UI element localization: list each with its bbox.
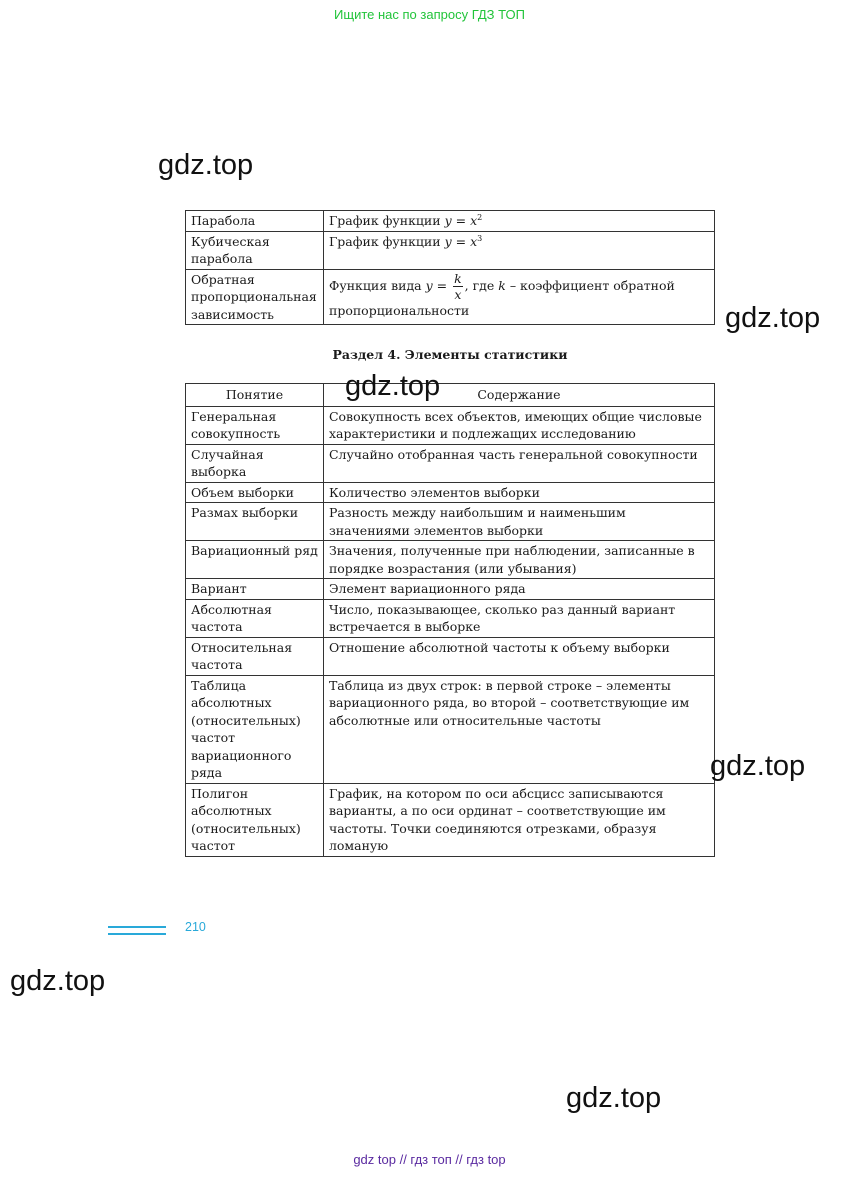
- definition-cell: Случайно отобранная часть генеральной совокупности: [323, 444, 714, 482]
- fraction-denominator: x: [454, 286, 462, 302]
- footer: gdz top // гдз топ // гдз top: [353, 1152, 506, 1167]
- term-cell: Обратная пропорциональная зависимость: [186, 269, 324, 325]
- formula: y = x: [444, 233, 478, 249]
- exponent: 2: [477, 212, 483, 222]
- term-cell: Таблица абсолютных (относительных) частот вариационного ряда: [186, 675, 324, 783]
- definition-cell: [323, 231, 714, 269]
- formula: y =: [425, 277, 448, 293]
- page-number: 210: [185, 920, 206, 934]
- definition-text: График функции: [328, 233, 441, 249]
- term-cell: Случайная выборка: [186, 444, 324, 482]
- exponent: 3: [477, 233, 483, 243]
- column-header: Содержание: [323, 384, 714, 407]
- statistics-table: [185, 383, 715, 857]
- definition-cell: Совокупность всех объектов, имеющих общие числовые характеристики и подлежащих исследованию: [323, 406, 714, 444]
- watermark: gdz.top: [345, 370, 441, 402]
- definition-cell: Элемент вариационного ряда: [323, 579, 714, 600]
- table-row: [186, 444, 715, 482]
- definition-cell: Число, показывающее, сколько раз данный вариант встречается в выборке: [323, 599, 714, 637]
- watermark: gdz.top: [725, 302, 821, 334]
- table-row: [186, 231, 715, 269]
- watermark: gdz.top: [566, 1082, 662, 1114]
- term-cell: Полигон абсолютных (относительных) частот: [186, 783, 324, 856]
- column-header: Понятие: [186, 384, 324, 407]
- table-row: [186, 482, 715, 503]
- table-row: [186, 269, 715, 325]
- table-header-row: [186, 384, 715, 407]
- top-banner: Ищите нас по запросу ГДЗ ТОП: [334, 7, 525, 22]
- table-row: [186, 211, 715, 232]
- fraction-numerator: k: [454, 270, 462, 286]
- definition-cell: Значения, полученные при наблюдении, записанные в порядке возрастания (или убывания): [323, 541, 714, 579]
- term-cell: Кубическая парабола: [186, 231, 324, 269]
- fraction: [453, 271, 463, 302]
- table-row: [186, 406, 715, 444]
- table-row: [186, 503, 715, 541]
- page-number-decoration: [108, 926, 166, 935]
- term-cell: Абсолютная частота: [186, 599, 324, 637]
- term-cell: Относительная частота: [186, 637, 324, 675]
- definition-text: График функции: [328, 213, 441, 228]
- definition-cell: Количество элементов выборки: [323, 482, 714, 503]
- definition-text: , где: [464, 277, 495, 293]
- functions-table: [185, 210, 715, 325]
- table-row: [186, 579, 715, 600]
- definition-cell: Разность между наибольшим и наименьшим значениями элементов выборки: [323, 503, 714, 541]
- watermark: gdz.top: [158, 149, 254, 181]
- section-title: Раздел 4. Элементы статистики: [332, 347, 568, 362]
- definition-cell: График, на котором по оси абсцисс записываются варианты, а по оси ординат – соответствующие им частоты. Точки соединяются отрезками, образуя ломаную: [323, 783, 714, 856]
- table-row: [186, 541, 715, 579]
- watermark: gdz.top: [710, 750, 806, 782]
- definition-cell: Отношение абсолютной частоты к объему выборки: [323, 637, 714, 675]
- term-cell: Вариант: [186, 579, 324, 600]
- definition-text: Функция вида: [328, 277, 422, 293]
- definition-cell: Таблица из двух строк: в первой строке – элементы вариационного ряда, во второй – соответствующие им абсолютные или относительные частоты: [323, 675, 714, 783]
- term-cell: Парабола: [186, 211, 324, 232]
- table-row: [186, 675, 715, 783]
- variable: k: [498, 277, 506, 293]
- definition-cell: [323, 269, 714, 325]
- table-row: [186, 599, 715, 637]
- table-row: [186, 637, 715, 675]
- term-cell: Размах выборки: [186, 503, 324, 541]
- definition-cell: [323, 211, 714, 232]
- term-cell: Генеральная совокупность: [186, 406, 324, 444]
- table-row: [186, 783, 715, 856]
- term-cell: Вариационный ряд: [186, 541, 324, 579]
- term-cell: Объем выборки: [186, 482, 324, 503]
- formula: y = x: [444, 213, 478, 228]
- watermark: gdz.top: [10, 965, 106, 997]
- definition-text: – коэффициент обратной пропорциональности: [328, 277, 675, 318]
